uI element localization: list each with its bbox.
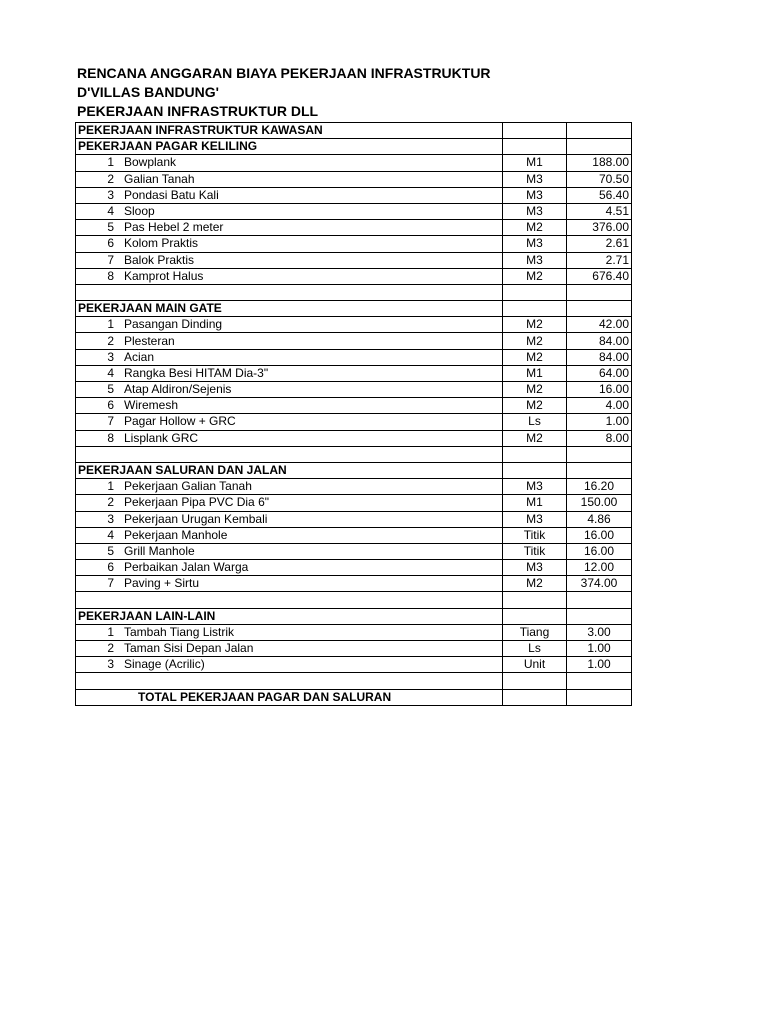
item-unit: M2 bbox=[503, 317, 567, 333]
item-number: 4 bbox=[107, 204, 114, 219]
item-volume: 70.50 bbox=[567, 171, 632, 187]
blank-row bbox=[76, 446, 632, 462]
item-row bbox=[76, 236, 632, 252]
item-unit: M2 bbox=[503, 398, 567, 414]
item-row bbox=[76, 479, 632, 495]
item-row bbox=[76, 511, 632, 527]
empty-cell bbox=[567, 592, 632, 608]
item-number: 5 bbox=[107, 382, 114, 397]
item-volume: 2.71 bbox=[567, 252, 632, 268]
item-row bbox=[76, 624, 632, 640]
item-row bbox=[76, 382, 632, 398]
document-title: RENCANA ANGGARAN BIAYA PEKERJAAN INFRASTRUKTUR bbox=[77, 65, 491, 81]
item-name: Perbaikan Jalan Warga bbox=[124, 560, 249, 575]
item-volume: 56.40 bbox=[567, 187, 632, 203]
item-name: Pondasi Batu Kali bbox=[124, 187, 219, 202]
item-row bbox=[76, 203, 632, 219]
main-heading: PEKERJAAN INFRASTRUKTUR KAWASAN bbox=[76, 123, 503, 139]
item-name: Grill Manhole bbox=[124, 543, 195, 558]
item-description-cell bbox=[76, 479, 503, 495]
item-unit: M3 bbox=[503, 187, 567, 203]
item-number: 3 bbox=[107, 511, 114, 526]
empty-cell bbox=[503, 301, 567, 317]
item-name: Pekerjaan Galian Tanah bbox=[124, 479, 252, 494]
item-description-cell bbox=[76, 543, 503, 559]
item-volume: 4.86 bbox=[567, 511, 632, 527]
item-description-cell bbox=[76, 414, 503, 430]
item-description bbox=[78, 350, 500, 365]
item-row bbox=[76, 430, 632, 446]
item-description-cell bbox=[76, 527, 503, 543]
item-name: Acian bbox=[124, 349, 155, 364]
item-description bbox=[78, 155, 500, 170]
item-description bbox=[78, 188, 500, 203]
item-description bbox=[78, 431, 500, 446]
item-description bbox=[78, 172, 500, 187]
item-description bbox=[78, 528, 500, 543]
item-name: Pasangan Dinding bbox=[124, 317, 223, 332]
item-description-cell bbox=[76, 430, 503, 446]
item-description-cell bbox=[76, 171, 503, 187]
item-number: 6 bbox=[107, 560, 114, 575]
item-number: 6 bbox=[107, 398, 114, 413]
empty-cell bbox=[503, 446, 567, 462]
item-description bbox=[78, 236, 500, 251]
item-name: Pas Hebel 2 meter bbox=[124, 220, 224, 235]
main-heading-row bbox=[76, 123, 632, 139]
item-number: 2 bbox=[107, 495, 114, 510]
item-row bbox=[76, 171, 632, 187]
empty-cell bbox=[503, 608, 567, 624]
empty-cell bbox=[503, 462, 567, 478]
item-description bbox=[78, 317, 500, 332]
item-row bbox=[76, 414, 632, 430]
item-unit: M3 bbox=[503, 479, 567, 495]
item-volume: 8.00 bbox=[567, 430, 632, 446]
item-row bbox=[76, 187, 632, 203]
item-name: Kolom Praktis bbox=[124, 236, 199, 251]
item-row bbox=[76, 560, 632, 576]
item-volume: 84.00 bbox=[567, 333, 632, 349]
item-description-cell bbox=[76, 252, 503, 268]
item-description-cell bbox=[76, 268, 503, 284]
empty-cell bbox=[503, 123, 567, 139]
item-unit: M2 bbox=[503, 576, 567, 592]
item-name: Lisplank GRC bbox=[124, 430, 199, 445]
item-number: 8 bbox=[107, 268, 114, 283]
item-row bbox=[76, 365, 632, 381]
item-volume: 16.00 bbox=[567, 527, 632, 543]
section-title: PEKERJAAN SALURAN DAN JALAN bbox=[76, 462, 503, 478]
item-description bbox=[78, 512, 500, 527]
item-volume: 16.00 bbox=[567, 543, 632, 559]
total-label: TOTAL PEKERJAAN PAGAR DAN SALURAN bbox=[76, 689, 503, 705]
item-unit: Unit bbox=[503, 657, 567, 673]
item-description-cell bbox=[76, 155, 503, 171]
section-title: PEKERJAAN LAIN-LAIN bbox=[76, 608, 503, 624]
item-volume: 64.00 bbox=[567, 365, 632, 381]
item-volume: 1.00 bbox=[567, 657, 632, 673]
item-description bbox=[78, 398, 500, 413]
section-header-row bbox=[76, 462, 632, 478]
item-description-cell bbox=[76, 236, 503, 252]
item-description-cell bbox=[76, 317, 503, 333]
item-description bbox=[78, 495, 500, 510]
item-volume: 1.00 bbox=[567, 641, 632, 657]
item-name: Pekerjaan Urugan Kembali bbox=[124, 511, 268, 526]
item-row bbox=[76, 349, 632, 365]
section-title: PEKERJAAN PAGAR KELILING bbox=[76, 139, 503, 155]
item-description-cell bbox=[76, 203, 503, 219]
item-unit: Titik bbox=[503, 527, 567, 543]
item-description-cell bbox=[76, 624, 503, 640]
item-volume: 16.20 bbox=[567, 479, 632, 495]
empty-cell bbox=[567, 608, 632, 624]
empty-cell bbox=[567, 123, 632, 139]
empty-cell bbox=[567, 462, 632, 478]
item-number: 6 bbox=[107, 236, 114, 251]
item-name: Paving + Sirtu bbox=[124, 576, 200, 591]
item-row bbox=[76, 543, 632, 559]
item-description bbox=[78, 220, 500, 235]
item-description bbox=[78, 657, 500, 672]
item-description bbox=[78, 625, 500, 640]
item-number: 2 bbox=[107, 641, 114, 656]
item-number: 2 bbox=[107, 171, 114, 186]
item-number: 8 bbox=[107, 430, 114, 445]
item-volume: 3.00 bbox=[567, 624, 632, 640]
item-number: 4 bbox=[107, 527, 114, 542]
item-row bbox=[76, 155, 632, 171]
item-unit: M3 bbox=[503, 560, 567, 576]
item-description bbox=[78, 382, 500, 397]
item-name: Tambah Tiang Listrik bbox=[124, 624, 235, 639]
blank-row bbox=[76, 673, 632, 689]
item-number: 1 bbox=[107, 624, 114, 639]
item-volume: 676.40 bbox=[567, 268, 632, 284]
item-row bbox=[76, 252, 632, 268]
item-number: 1 bbox=[107, 479, 114, 494]
project-name: D'VILLAS BANDUNG' bbox=[77, 84, 219, 100]
item-name: Plesteran bbox=[124, 333, 175, 348]
item-description-cell bbox=[76, 560, 503, 576]
item-number: 1 bbox=[107, 317, 114, 332]
empty-cell bbox=[567, 301, 632, 317]
item-volume: 188.00 bbox=[567, 155, 632, 171]
item-number: 7 bbox=[107, 252, 114, 267]
item-name: Atap Aldiron/Sejenis bbox=[124, 382, 232, 397]
empty-cell bbox=[567, 139, 632, 155]
total-row bbox=[76, 689, 632, 705]
item-number: 1 bbox=[107, 155, 114, 170]
item-row bbox=[76, 220, 632, 236]
item-unit: M1 bbox=[503, 155, 567, 171]
item-description bbox=[78, 576, 500, 591]
item-volume: 16.00 bbox=[567, 382, 632, 398]
item-description bbox=[78, 560, 500, 575]
item-name: Taman Sisi Depan Jalan bbox=[124, 641, 254, 656]
item-volume: 374.00 bbox=[567, 576, 632, 592]
item-unit: M1 bbox=[503, 495, 567, 511]
item-description bbox=[78, 269, 500, 284]
item-description-cell bbox=[76, 576, 503, 592]
item-volume: 376.00 bbox=[567, 220, 632, 236]
item-unit: M3 bbox=[503, 236, 567, 252]
budget-table bbox=[75, 122, 632, 706]
item-row bbox=[76, 398, 632, 414]
item-description-cell bbox=[76, 187, 503, 203]
blank-row bbox=[76, 592, 632, 608]
item-name: Wiremesh bbox=[124, 398, 179, 413]
empty-cell bbox=[76, 446, 503, 462]
item-unit: M3 bbox=[503, 252, 567, 268]
item-unit: Ls bbox=[503, 641, 567, 657]
item-unit: Tiang bbox=[503, 624, 567, 640]
item-number: 7 bbox=[107, 576, 114, 591]
section-header-row bbox=[76, 301, 632, 317]
item-name: Sloop bbox=[124, 204, 155, 219]
item-volume: 84.00 bbox=[567, 349, 632, 365]
item-description-cell bbox=[76, 365, 503, 381]
item-volume: 4.00 bbox=[567, 398, 632, 414]
item-unit: M3 bbox=[503, 171, 567, 187]
item-unit: M2 bbox=[503, 430, 567, 446]
item-volume: 12.00 bbox=[567, 560, 632, 576]
item-name: Pekerjaan Pipa PVC Dia 6" bbox=[124, 495, 270, 510]
item-description-cell bbox=[76, 657, 503, 673]
blank-row bbox=[76, 284, 632, 300]
item-name: Kamprot Halus bbox=[124, 268, 204, 283]
item-name: Pekerjaan Manhole bbox=[124, 527, 228, 542]
item-row bbox=[76, 641, 632, 657]
item-unit: M2 bbox=[503, 268, 567, 284]
empty-cell bbox=[76, 673, 503, 689]
item-unit: M3 bbox=[503, 203, 567, 219]
item-unit: M2 bbox=[503, 220, 567, 236]
empty-cell bbox=[503, 673, 567, 689]
empty-cell bbox=[567, 673, 632, 689]
item-volume: 1.00 bbox=[567, 414, 632, 430]
item-unit: M2 bbox=[503, 382, 567, 398]
item-description bbox=[78, 544, 500, 559]
empty-cell bbox=[567, 284, 632, 300]
item-description-cell bbox=[76, 333, 503, 349]
item-description-cell bbox=[76, 641, 503, 657]
item-name: Pagar Hollow + GRC bbox=[124, 414, 236, 429]
item-name: Sinage (Acrilic) bbox=[124, 657, 205, 672]
total-unit-cell bbox=[503, 689, 567, 705]
item-name: Bowplank bbox=[124, 155, 177, 170]
item-description bbox=[78, 334, 500, 349]
item-volume: 150.00 bbox=[567, 495, 632, 511]
item-description bbox=[78, 366, 500, 381]
item-description-cell bbox=[76, 220, 503, 236]
item-number: 3 bbox=[107, 657, 114, 672]
item-name: Rangka Besi HITAM Dia-3" bbox=[124, 365, 269, 380]
item-number: 4 bbox=[107, 365, 114, 380]
item-number: 3 bbox=[107, 349, 114, 364]
item-row bbox=[76, 495, 632, 511]
empty-cell bbox=[503, 139, 567, 155]
item-description bbox=[78, 641, 500, 656]
item-unit: M3 bbox=[503, 511, 567, 527]
item-row bbox=[76, 333, 632, 349]
empty-cell bbox=[503, 592, 567, 608]
item-row bbox=[76, 317, 632, 333]
empty-cell bbox=[503, 284, 567, 300]
work-scope-title: PEKERJAAN INFRASTRUKTUR DLL bbox=[77, 103, 319, 119]
item-description-cell bbox=[76, 398, 503, 414]
item-name: Galian Tanah bbox=[124, 171, 195, 186]
item-description bbox=[78, 204, 500, 219]
item-number: 5 bbox=[107, 220, 114, 235]
total-value-cell bbox=[567, 689, 632, 705]
section-header-row bbox=[76, 139, 632, 155]
item-volume: 2.61 bbox=[567, 236, 632, 252]
item-number: 2 bbox=[107, 333, 114, 348]
item-number: 5 bbox=[107, 543, 114, 558]
section-title: PEKERJAAN MAIN GATE bbox=[76, 301, 503, 317]
document-header bbox=[77, 64, 491, 121]
item-volume: 42.00 bbox=[567, 317, 632, 333]
item-description bbox=[78, 414, 500, 429]
empty-cell bbox=[76, 284, 503, 300]
item-unit: M2 bbox=[503, 349, 567, 365]
section-header-row bbox=[76, 608, 632, 624]
item-unit: Ls bbox=[503, 414, 567, 430]
item-row bbox=[76, 527, 632, 543]
item-unit: Titik bbox=[503, 543, 567, 559]
item-unit: M2 bbox=[503, 333, 567, 349]
item-row bbox=[76, 576, 632, 592]
item-row bbox=[76, 268, 632, 284]
item-number: 7 bbox=[107, 414, 114, 429]
item-unit: M1 bbox=[503, 365, 567, 381]
item-description bbox=[78, 253, 500, 268]
item-description-cell bbox=[76, 349, 503, 365]
empty-cell bbox=[76, 592, 503, 608]
budget-table-body bbox=[76, 123, 632, 706]
item-row bbox=[76, 657, 632, 673]
item-description bbox=[78, 479, 500, 494]
empty-cell bbox=[567, 446, 632, 462]
item-name: Balok Praktis bbox=[124, 252, 195, 267]
item-description-cell bbox=[76, 382, 503, 398]
item-number: 3 bbox=[107, 187, 114, 202]
item-description-cell bbox=[76, 495, 503, 511]
item-description-cell bbox=[76, 511, 503, 527]
item-volume: 4.51 bbox=[567, 203, 632, 219]
